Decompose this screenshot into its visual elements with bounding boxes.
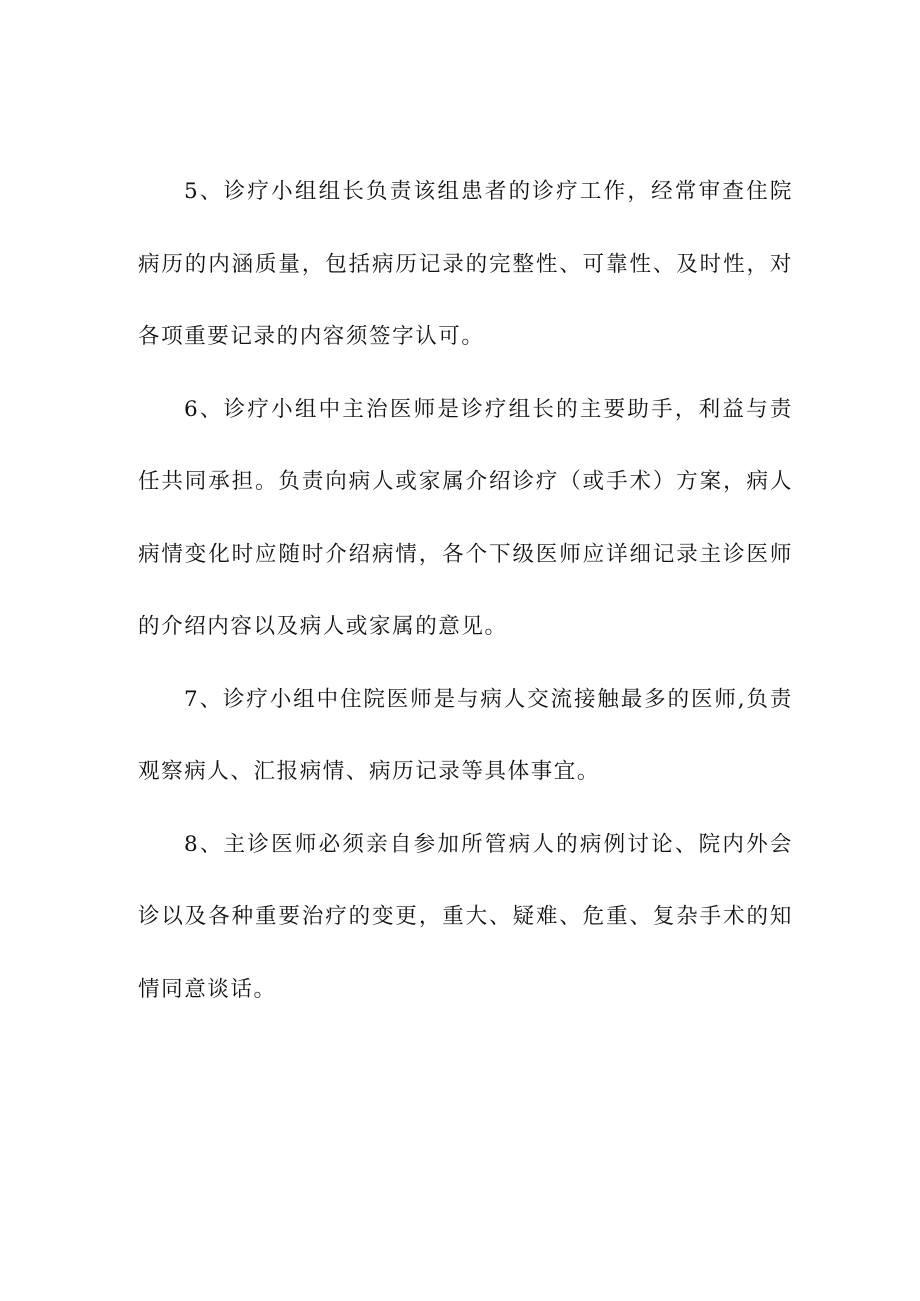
paragraph-7: 7、诊疗小组中住院医师是与病人交流接触最多的医师,负责观察病人、汇报病情、病历记录等具体事宜。 [138, 686, 793, 784]
paragraph-8: 8、主诊医师必须亲自参加所管病人的病例讨论、院内外会诊以及各种重要治疗的变更，重大、疑难、危重、复杂手术的知情同意谈话。 [138, 831, 793, 1002]
paragraph-6: 6、诊疗小组中主治医师是诊疗组长的主要助手，利益与责任共同承担。负责向病人或家属介绍诊疗（或手术）方案，病人病情变化时应随时介绍病情，各个下级医师应详细记录主诊医师的介绍内容以及病人或家属的意见。 [138, 396, 793, 639]
paragraph-5: 5、诊疗小组组长负责该组患者的诊疗工作，经常审查住院病历的内涵质量，包括病历记录的完整性、可靠性、及时性，对各项重要记录的内容须签字认可。 [138, 179, 793, 349]
document-body [138, 156, 793, 1026]
